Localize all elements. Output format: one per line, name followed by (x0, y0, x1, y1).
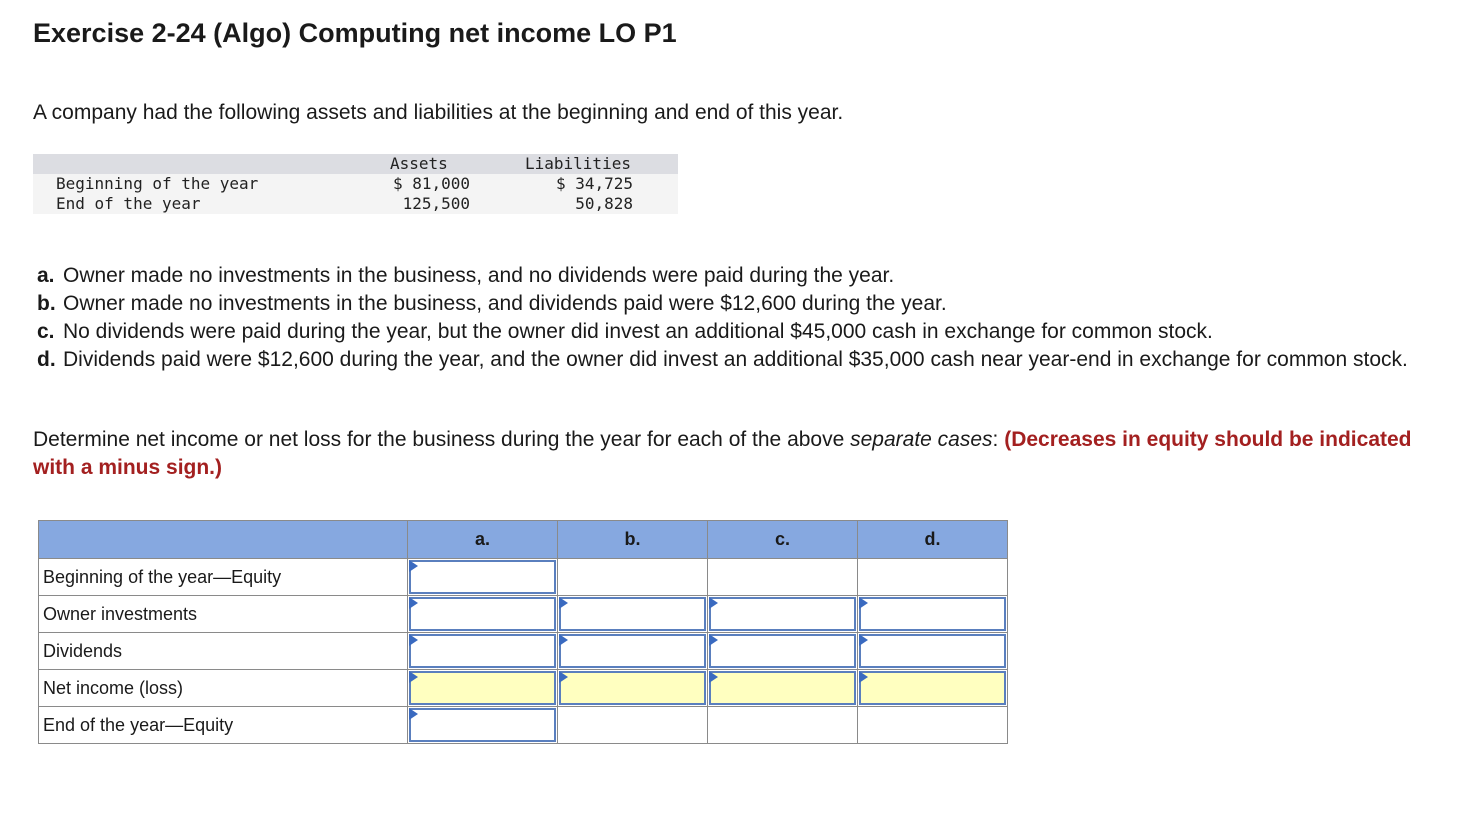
cell-end-equity-c (708, 707, 858, 744)
net-income-d-input[interactable] (859, 671, 1006, 705)
balance-row-beginning (33, 174, 678, 194)
cell-owner-investments-d[interactable] (858, 596, 1008, 633)
net-income-c-input[interactable] (709, 671, 856, 705)
cell-beginning-equity-d (858, 559, 1008, 596)
grid-row-owner-investments (39, 596, 1008, 633)
dividends-b-input[interactable] (559, 634, 706, 668)
row-label: Owner investments (39, 596, 408, 633)
case-label: a. (37, 264, 55, 287)
row-label: End of the year—Equity (39, 707, 408, 744)
row-label: Dividends (39, 633, 408, 670)
case-c (37, 318, 1437, 346)
cell-end-equity-b (558, 707, 708, 744)
liabilities-header: Liabilities (525, 154, 631, 173)
grid-row-net-income (39, 670, 1008, 707)
owner-investments-b-input[interactable] (559, 597, 706, 631)
case-label: c. (37, 320, 55, 343)
case-text: Dividends paid were $12,600 during the year, and the owner did invest an additional $35,000 cash near year-end in exchange for common stock. (63, 348, 1408, 371)
column-header-c: c. (708, 521, 858, 559)
cell-net-income-b[interactable] (558, 670, 708, 707)
case-text: No dividends were paid during the year, but the owner did invest an additional $45,000 cash in exchange for common stock. (63, 320, 1213, 343)
intro-text: A company had the following assets and liabilities at the beginning and end of this year. (33, 101, 844, 124)
case-d (37, 346, 1437, 374)
balance-table (33, 154, 678, 214)
grid-row-beginning-equity (39, 559, 1008, 596)
liabilities-value: $ 34,725 (555, 174, 633, 193)
instruction-note: (Decreases in equity should be indicated with a minus sign.) (33, 428, 1412, 479)
case-text: Owner made no investments in the business, and no dividends were paid during the year. (63, 264, 895, 287)
case-a (37, 262, 1437, 290)
net-income-b-input[interactable] (559, 671, 706, 705)
assets-value: 125,500 (402, 194, 470, 213)
assets-header: Assets (390, 154, 448, 173)
instruction-main: Determine net income or net loss for the business during the year for each of the above (33, 428, 851, 451)
grid-row-end-equity (39, 707, 1008, 744)
cell-dividends-a[interactable] (408, 633, 558, 670)
cell-dividends-c[interactable] (708, 633, 858, 670)
owner-investments-d-input[interactable] (859, 597, 1006, 631)
cell-owner-investments-a[interactable] (408, 596, 558, 633)
cell-beginning-equity-b (558, 559, 708, 596)
answer-grid (38, 520, 1008, 744)
row-label: Beginning of the year (56, 174, 259, 193)
column-header-d: d. (858, 521, 1008, 559)
row-label: End of the year (56, 194, 201, 213)
case-text: Owner made no investments in the business, and dividends paid were $12,600 during the year. (63, 292, 947, 315)
row-label: Beginning of the year—Equity (39, 559, 408, 596)
column-header-b: b. (558, 521, 708, 559)
owner-investments-c-input[interactable] (709, 597, 856, 631)
cell-owner-investments-c[interactable] (708, 596, 858, 633)
grid-header-row (39, 521, 1008, 559)
cell-dividends-d[interactable] (858, 633, 1008, 670)
dividends-d-input[interactable] (859, 634, 1006, 668)
instruction-italic: separate cases (850, 428, 993, 451)
cell-end-equity-d (858, 707, 1008, 744)
row-label: Net income (loss) (39, 670, 408, 707)
cell-net-income-c[interactable] (708, 670, 858, 707)
balance-row-end (33, 194, 678, 214)
cell-owner-investments-b[interactable] (558, 596, 708, 633)
end-equity-a-input[interactable] (409, 708, 556, 742)
case-b (37, 290, 1437, 318)
case-label: d. (37, 348, 56, 371)
grid-header-blank (39, 521, 408, 559)
balance-table-header (33, 154, 678, 174)
cell-net-income-a[interactable] (408, 670, 558, 707)
cell-dividends-b[interactable] (558, 633, 708, 670)
cell-beginning-equity-a[interactable] (408, 559, 558, 596)
dividends-c-input[interactable] (709, 634, 856, 668)
instruction-after: : (992, 428, 1005, 451)
column-header-a: a. (408, 521, 558, 559)
assets-value: $ 81,000 (392, 174, 470, 193)
net-income-a-input[interactable] (409, 671, 556, 705)
grid-row-dividends (39, 633, 1008, 670)
cell-net-income-d[interactable] (858, 670, 1008, 707)
page-title: Exercise 2-24 (Algo) Computing net income LO P1 (33, 18, 677, 48)
cell-beginning-equity-c (708, 559, 858, 596)
case-list (37, 262, 1437, 374)
beginning-equity-a-input[interactable] (409, 560, 556, 594)
dividends-a-input[interactable] (409, 634, 556, 668)
instruction-text (33, 426, 1433, 482)
cell-end-equity-a[interactable] (408, 707, 558, 744)
owner-investments-a-input[interactable] (409, 597, 556, 631)
liabilities-value: 50,828 (575, 194, 633, 213)
case-label: b. (37, 292, 56, 315)
